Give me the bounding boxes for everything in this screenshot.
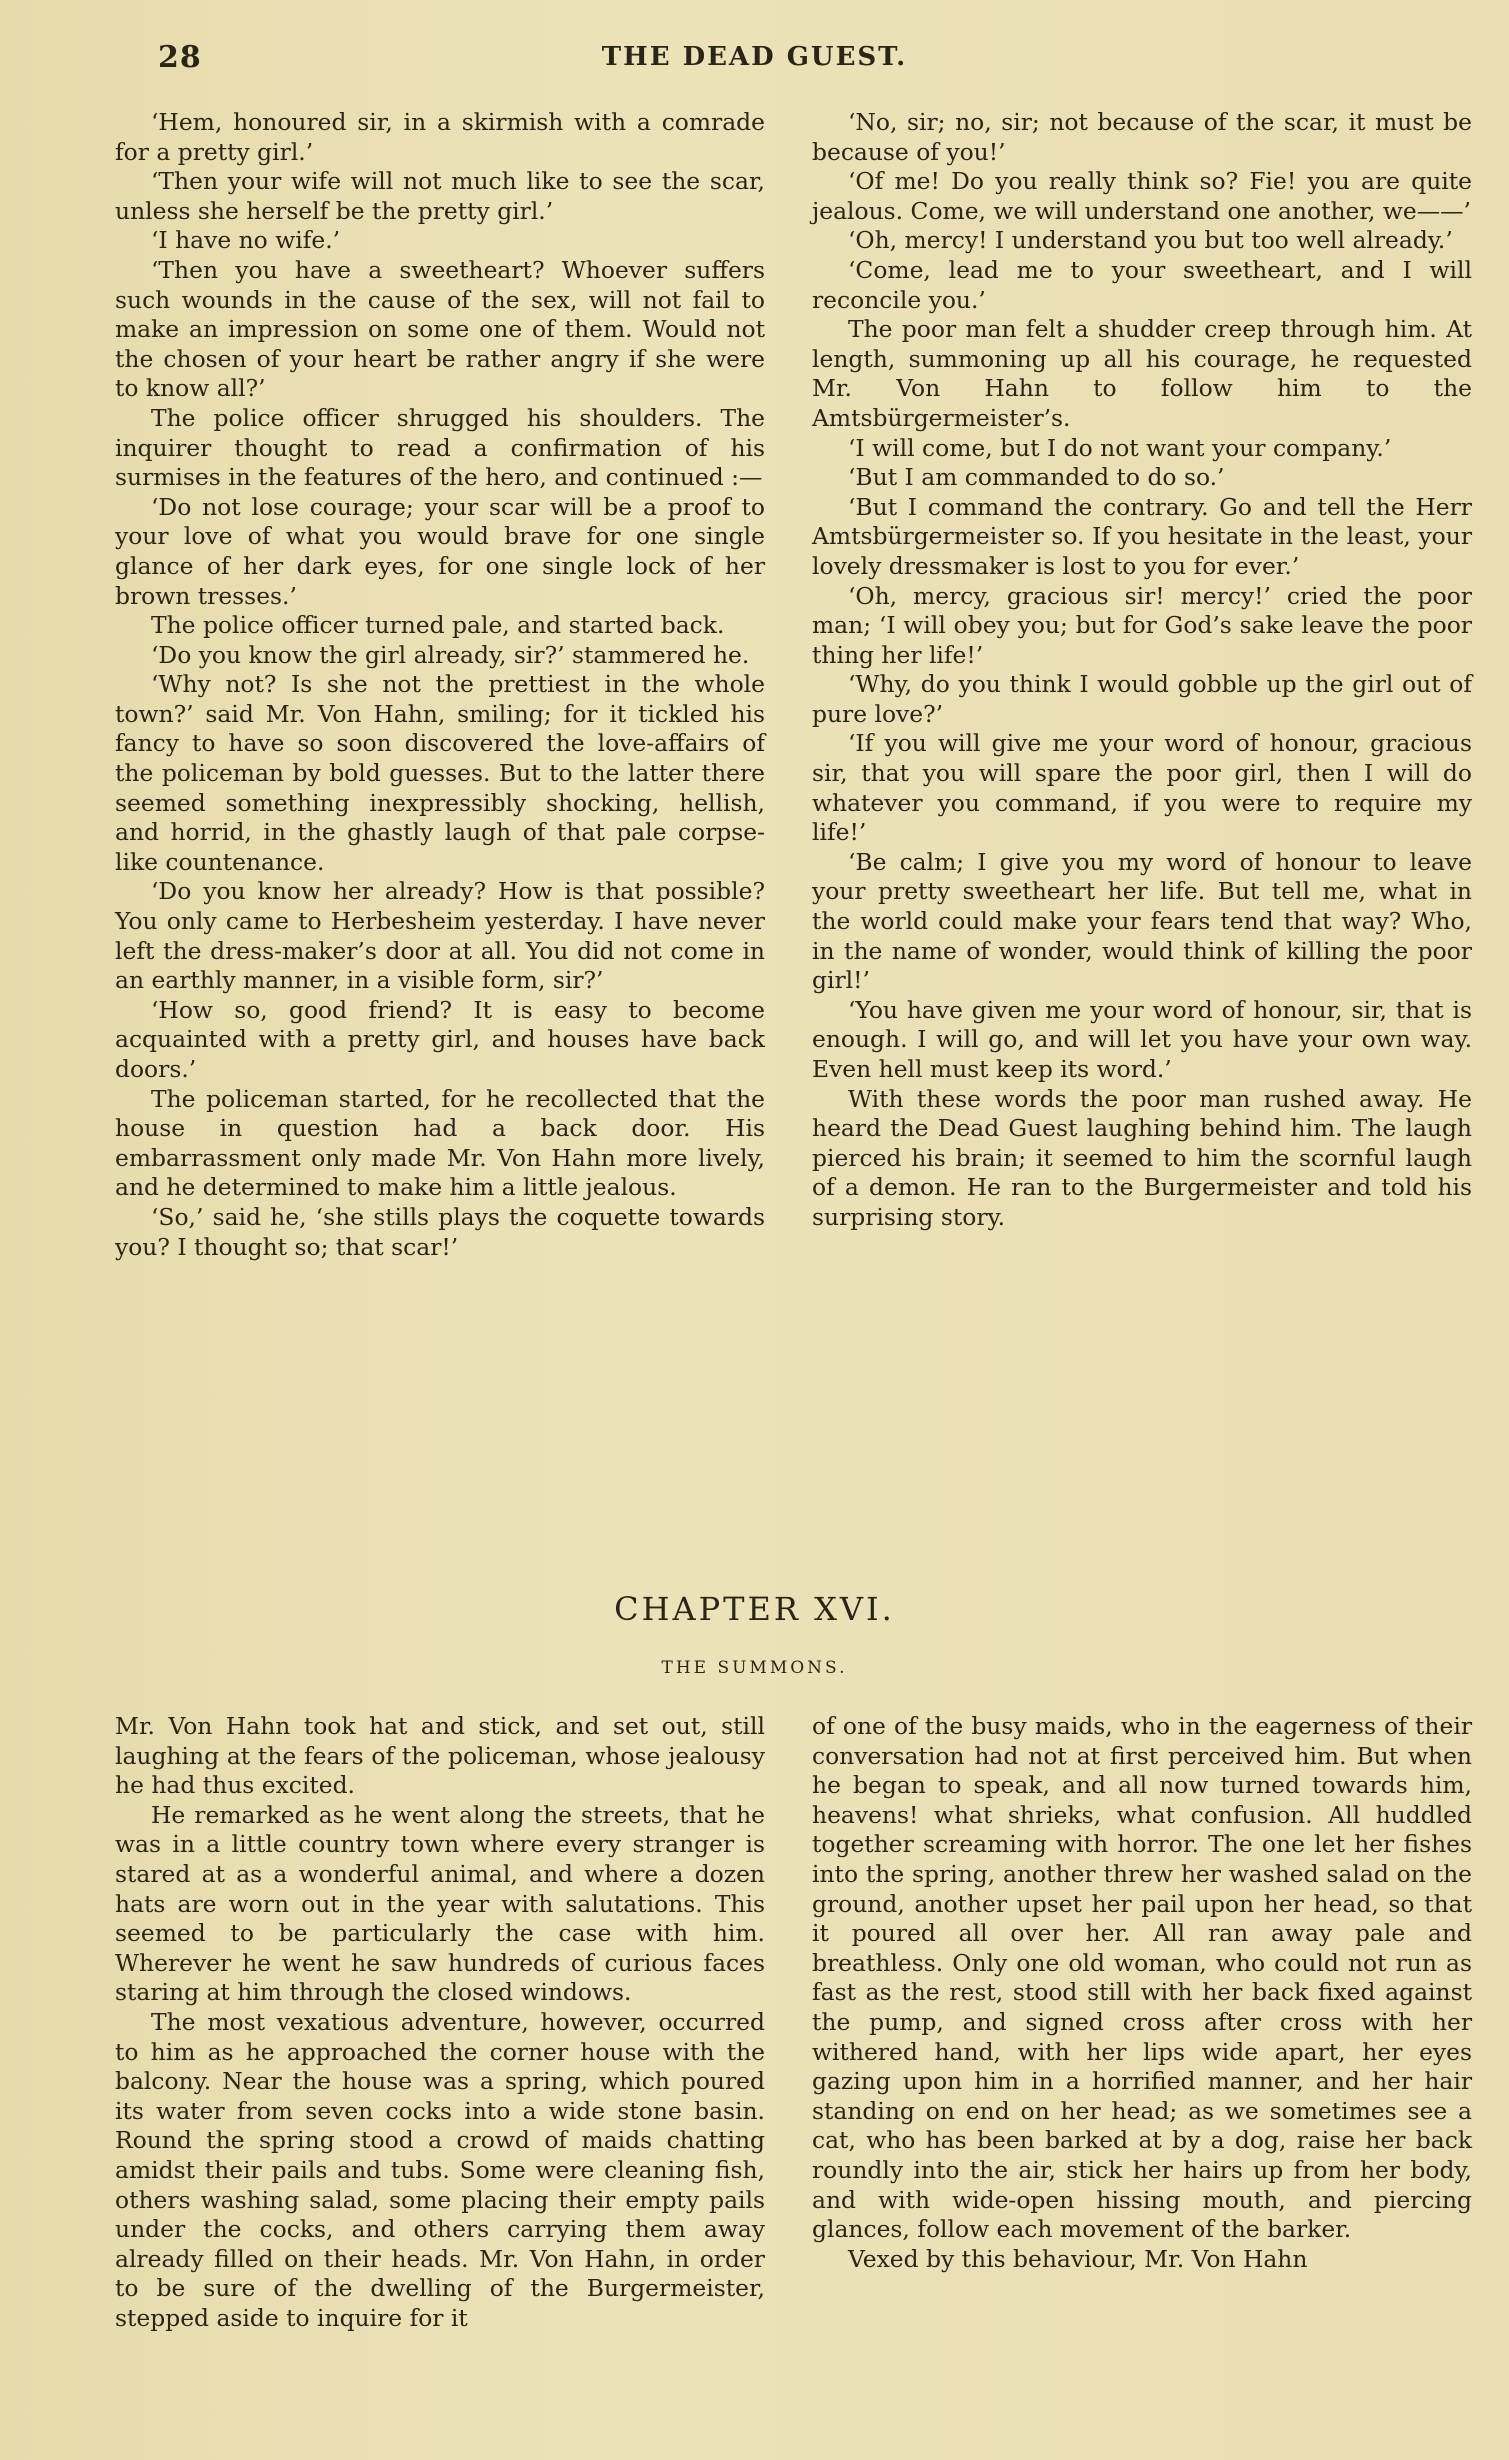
paragraph: The most vexatious adventure, however, occurred to him as he approached the corner house with the balcony. Near the house was a spring, which poured its water from seven cocks into a wide stone basin. Round the spring stood a crowd of maids chatting amidst their pails and tubs. Some were cleaning fish, others washing salad, some placing their empty pails under the cocks, and others carrying them away already filled on their heads. Mr. Von Hahn, in order to be sure of the dwelling of the Burgermeister, stepped aside to inquire for it [115,2007,765,2332]
paragraph: Mr. Von Hahn took hat and stick, and set out, still laughing at the fears of the policeman, whose jealousy he had thus excited. [115,1712,765,1800]
paragraph: ‘Of me! Do you really think so? Fie! you are quite jealous. Come, we will understand one another, we——’ [812,167,1472,225]
paragraph: ‘So,’ said he, ‘she stills plays the coquette towards you? I thought so; that scar!’ [115,1202,765,1261]
paragraph: With these words the poor man rushed away. He heard the Dead Guest laughing behind him. The laugh pierced his brain; it seemed to him the scornful laugh of a demon. He ran to the Burgermeister and told his surprising story. [812,1084,1472,1231]
paragraph: The poor man felt a shudder creep through him. At length, summoning up all his courage, he requested Mr. Von Hahn to follow him to the Amtsbürgermeister’s. [812,315,1472,432]
paragraph: ‘Hem, honoured sir, in a skirmish with a comrade for a pretty girl.’ [115,108,765,166]
chapter-title: CHAPTER XVI. [614,1590,895,1628]
paragraph: The police officer turned pale, and started back. [151,611,725,640]
paragraph: ‘I have no wife.’ [151,226,341,255]
paragraph: ‘Why not? Is she not the prettiest in the whole town?’ said Mr. Von Hahn, smiling; for it tickled his fancy to have so soon discovered the love-affairs of the policeman by bold guesses. But to the latter there seemed something inexpressibly shocking, hellish, and horrid, in the ghastly laugh of that pale corpse-like countenance. [115,670,765,876]
chapter-subtitle: THE SUMMONS. [661,1658,848,1678]
paragraph: ‘Then you have a sweetheart? Whoever suffers such wounds in the cause of the sex, will not fail to make an impression on some one of them. Would not the chosen of your heart be rather angry if she were to know all?’ [115,255,765,403]
column-top-right [812,108,1472,1233]
paragraph: ‘Come, lead me to your sweetheart, and I will reconcile you.’ [812,255,1472,314]
paragraph: The policeman started, for he recollected that the house in question had a back door. His embarrassment only made Mr. Von Hahn more lively, and he determined to make him a little jealous. [115,1084,765,1202]
paragraph: of one of the busy maids, who in the eagerness of their conversation had not at first perceived him. But when he began to speak, and all now turned towards him, heavens! what shrieks, what confusion. All huddled together screaming with horror. The one let her fishes into the spring, another threw her washed salad on the ground, another upset her pail upon her head, so that it poured all over her. All ran away pale and breathless. Only one old woman, who could not run as fast as the rest, stood still with her back fixed against the pump, and signed cross after cross with her withered hand, with her lips wide apart, her eyes gazing upon him in a horrified manner, and her hair standing on end on her head; as we sometimes see a cat, who has been barked at by a dog, raise her back roundly into the air, stick her hairs up from her body, and with wide-open hissing mouth, and piercing glances, follow each movement of the barker. [812,1712,1472,2244]
running-head [0,40,1509,76]
paragraph: ‘Then your wife will not much like to see the scar, unless she herself be the pretty girl.’ [115,167,765,225]
paragraph: ‘How so, good friend? It is easy to become acquainted with a pretty girl, and houses have back doors.’ [115,995,765,1083]
column-top-left [115,108,765,1262]
paragraph: ‘You have given me your word of honour, sir, that is enough. I will go, and will let you have your own way. Even hell must keep its word.’ [812,995,1472,1083]
paragraph: ‘Do not lose courage; your scar will be a proof to your love of what you would brave for one single glance of her dark eyes, for one single lock of her brown tresses.’ [115,492,765,610]
paragraph: Vexed by this behaviour, Mr. Von Hahn [848,2244,1308,2273]
paragraph: The police officer shrugged his shoulders. The inquirer thought to read a confirmation of his surmises in the features of the hero, and continued :— [115,403,765,492]
paragraph: ‘Why, do you think I would gobble up the girl out of pure love?’ [812,670,1472,728]
column-bottom-right [812,1712,1472,2274]
paragraph: ‘No, sir; no, sir; not because of the scar, it must be because of you!’ [812,108,1472,166]
paragraph: ‘Oh, mercy! I understand you but too well already.’ [848,226,1453,255]
running-title: THE DEAD GUEST. [601,42,908,72]
paragraph: ‘Be calm; I give you my word of honour to leave your pretty sweetheart her life. But tell me, what in the world could make your fears tend that way? Who, in the name of wonder, would think of killing the poor girl!’ [812,847,1472,995]
page-number: 28 [158,40,202,75]
paragraph: ‘But I am commanded to do so.’ [848,463,1225,492]
paragraph: ‘Do you know the girl already, sir?’ stammered he. [151,640,750,669]
paragraph: ‘But I command the contrary. Go and tell the Herr Amtsbürgermeister so. If you hesitate in the least, your lovely dressmaker is lost to you for ever.’ [812,492,1472,580]
paragraph: He remarked as he went along the streets, that he was in a little country town where every stranger is stared at as a wonderful animal, and where a dozen hats are worn out in the year with salutations. This seemed to be particularly the case with him. Wherever he went he saw hundreds of curious faces staring at him through the closed windows. [115,1800,765,2007]
paragraph: ‘I will come, but I do not want your company.’ [848,433,1392,462]
paragraph: ‘Do you know her already? How is that possible? You only came to Herbesheim yesterday. I have never left the dress-maker’s door at all. You did not come in an earthly manner, in a visible form, sir?’ [115,877,765,995]
column-bottom-left [115,1712,765,2333]
paragraph: ‘Oh, mercy, gracious sir! mercy!’ cried the poor man; ‘I will obey you; but for God’s sake leave the poor thing her life!’ [812,581,1472,669]
paragraph: ‘If you will give me your word of honour, gracious sir, that you will spare the poor girl, then I will do whatever you command, if you were to require my life!’ [812,729,1472,847]
